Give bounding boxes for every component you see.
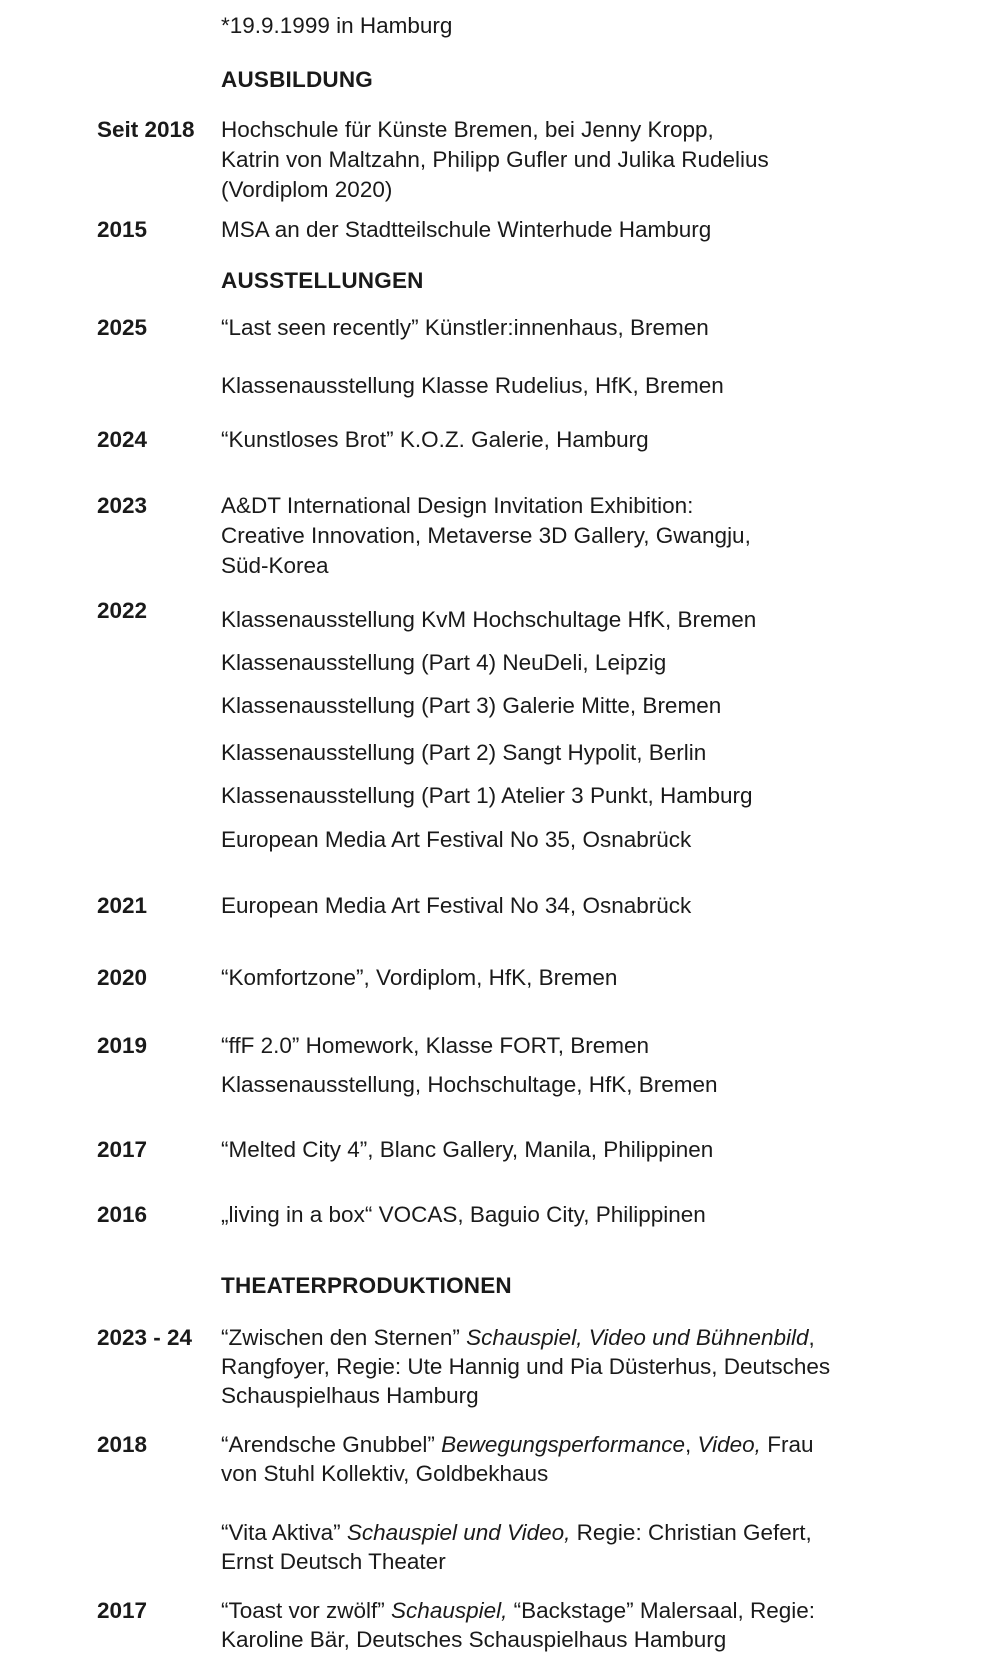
entry-date: 2022 — [97, 598, 148, 623]
entry-line — [221, 1323, 966, 1352]
text-segment: “Arendsche Gnubbel” — [221, 1432, 442, 1457]
entry-line: Klassenausstellung Klasse Rudelius, HfK, Bremen — [221, 373, 724, 398]
entry-content — [221, 781, 966, 811]
entry-line: „living in a box“ VOCAS, Baguio City, Philippinen — [221, 1202, 706, 1227]
entry-date: 2015 — [97, 217, 148, 242]
entry-date: 2020 — [97, 965, 148, 990]
entry-line: Creative Innovation, Metaverse 3D Gallery, Gwangju, — [221, 523, 751, 548]
entry-content — [221, 215, 966, 245]
entry-line: European Media Art Festival No 35, Osnabrück — [221, 827, 692, 852]
entry-date: Seit 2018 — [97, 117, 195, 142]
entry-date: 2017 — [97, 1137, 148, 1162]
entry-content — [221, 963, 966, 993]
entry-line: Hochschule für Künste Bremen, bei Jenny Kropp, — [221, 117, 714, 142]
entry-date: 2025 — [97, 315, 148, 340]
entry-line — [221, 1596, 966, 1625]
entry-line: Klassenausstellung KvM Hochschultage HfK, Bremen — [221, 607, 757, 632]
entry-content — [221, 491, 966, 581]
text-segment: “Vita Aktiva” — [221, 1520, 347, 1545]
text-segment: von Stuhl Kollektiv, Goldbekhaus — [221, 1461, 549, 1486]
entry-content — [221, 1070, 966, 1100]
entry-content — [221, 313, 966, 343]
entry-line: Süd-Korea — [221, 553, 329, 578]
entry-content — [221, 1031, 966, 1061]
entry-date: 2021 — [97, 893, 148, 918]
entry-date: 2019 — [97, 1033, 148, 1058]
text-segment: Ernst Deutsch Theater — [221, 1549, 446, 1574]
section-title-ausbildung: AUSBILDUNG — [221, 67, 373, 92]
entry-line: “Melted City 4”, Blanc Gallery, Manila, Philippinen — [221, 1137, 714, 1162]
text-segment-italic: Bewegungsperformance — [441, 1432, 686, 1457]
entry-line: “Komfortzone”, Vordiplom, HfK, Bremen — [221, 965, 618, 990]
birth-line: *19.9.1999 in Hamburg — [221, 13, 453, 38]
entry-line: Klassenausstellung (Part 1) Atelier 3 Punkt, Hamburg — [221, 783, 753, 808]
text-segment-italic: Schauspiel, Video und Bühnenbild — [466, 1325, 809, 1350]
entry-line: Klassenausstellung, Hochschultage, HfK, Bremen — [221, 1072, 718, 1097]
text-segment: “Backstage” Malersaal, Regie: — [507, 1598, 816, 1623]
entry-content — [221, 605, 966, 635]
entry-content — [221, 891, 966, 921]
entry-line — [221, 1430, 966, 1459]
entry-line: Katrin von Maltzahn, Philipp Gufler und Julika Rudelius — [221, 147, 769, 172]
entry-date: 2024 — [97, 427, 148, 452]
entry-content — [221, 825, 966, 855]
entry-line: “Kunstloses Brot” K.O.Z. Galerie, Hamburg — [221, 427, 649, 452]
entry-content — [221, 691, 966, 721]
entry-line — [221, 1352, 966, 1381]
entry-content — [221, 1323, 966, 1410]
entry-content — [221, 1430, 966, 1488]
entry-line: European Media Art Festival No 34, Osnabrück — [221, 893, 692, 918]
entry-line — [221, 1518, 966, 1547]
text-segment: “Toast vor zwölf” — [221, 1598, 392, 1623]
section-title-theaterproduktionen: THEATERPRODUKTIONEN — [221, 1273, 512, 1298]
text-segment: , — [685, 1432, 698, 1457]
section-title-ausstellungen: AUSSTELLUNGEN — [221, 268, 424, 293]
text-segment: Rangfoyer, Regie: Ute Hannig und Pia Düsterhus, Deutsches — [221, 1354, 831, 1379]
entry-line: Klassenausstellung (Part 2) Sangt Hypolit, Berlin — [221, 740, 707, 765]
text-segment: Frau — [760, 1432, 814, 1457]
entry-date: 2023 - 24 — [97, 1325, 193, 1350]
entry-content — [221, 648, 966, 678]
entry-line — [221, 1381, 966, 1410]
text-segment: Regie: Christian Gefert, — [570, 1520, 812, 1545]
entry-line — [221, 1547, 966, 1576]
entry-date: 2018 — [97, 1432, 148, 1457]
entry-line — [221, 1459, 966, 1488]
entry-line — [221, 1625, 966, 1654]
entry-content — [221, 1135, 966, 1165]
entry-content — [221, 115, 966, 205]
entry-content — [221, 1596, 966, 1654]
entry-line: MSA an der Stadtteilschule Winterhude Hamburg — [221, 217, 712, 242]
text-segment: Schauspielhaus Hamburg — [221, 1383, 479, 1408]
entry-content — [221, 371, 966, 401]
entry-line: (Vordiplom 2020) — [221, 177, 393, 202]
entry-date: 2017 — [97, 1598, 148, 1623]
text-segment: “Zwischen den Sternen” — [221, 1325, 467, 1350]
text-segment-italic: Schauspiel, — [391, 1598, 508, 1623]
entry-line: Klassenausstellung (Part 3) Galerie Mitte, Bremen — [221, 693, 722, 718]
entry-line: Klassenausstellung (Part 4) NeuDeli, Leipzig — [221, 650, 667, 675]
entry-content — [221, 738, 966, 768]
text-segment-italic: Video, — [697, 1432, 761, 1457]
text-segment: , — [808, 1325, 815, 1350]
entry-content — [221, 1518, 966, 1576]
text-segment: Karoline Bär, Deutsches Schauspielhaus Hamburg — [221, 1627, 727, 1652]
entry-line: “ffF 2.0” Homework, Klasse FORT, Bremen — [221, 1033, 650, 1058]
entry-line: “Last seen recently” Künstler:innenhaus, Bremen — [221, 315, 709, 340]
entry-content — [221, 1200, 966, 1230]
entry-line: A&DT International Design Invitation Exhibition: — [221, 493, 694, 518]
entry-date: 2023 — [97, 493, 148, 518]
text-segment-italic: Schauspiel und Video, — [346, 1520, 571, 1545]
entry-date: 2016 — [97, 1202, 148, 1227]
entry-content — [221, 425, 966, 455]
